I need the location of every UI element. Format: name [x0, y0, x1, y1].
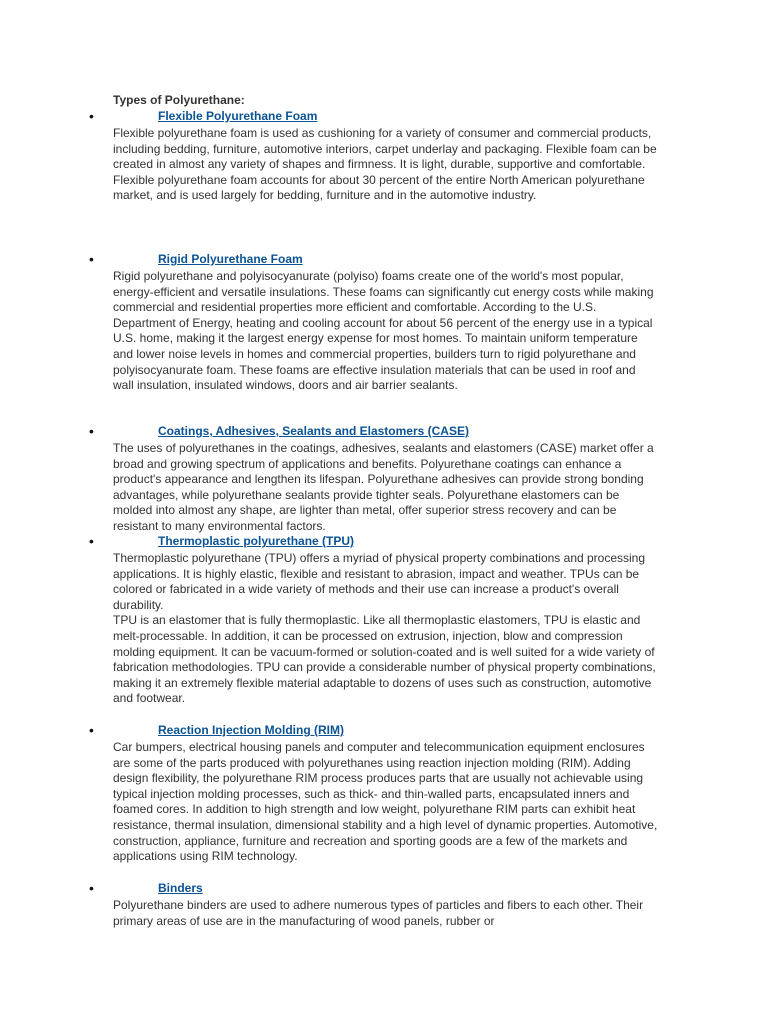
link-flexible-polyurethane-foam[interactable]: Flexible Polyurethane Foam — [158, 109, 318, 123]
bullet-icon: • — [89, 880, 94, 896]
page-heading: Types of Polyurethane: — [113, 93, 245, 107]
section-body — [113, 441, 658, 535]
link-binders[interactable]: Binders — [158, 881, 203, 895]
section-body — [113, 898, 658, 929]
bullet-icon: • — [89, 533, 94, 549]
link-reaction-injection-molding[interactable]: Reaction Injection Molding (RIM) — [158, 723, 344, 737]
paragraph: Thermoplastic polyurethane (TPU) offers a myriad of physical property combinations and processing applications. It is highly elastic, flexible and resistant to abrasion, impact and weather. TPUs can be colored or fabricated in a wide variety of methods and their use can increase a product's overall durability. — [113, 551, 646, 612]
paragraph: Flexible polyurethane foam accounts for about 30 percent of the entire North American polyurethane market, and is used largely for bedding, furniture and in the automotive industry. — [113, 172, 645, 203]
section-body — [113, 551, 658, 707]
bullet-icon: • — [89, 108, 94, 124]
paragraph: Rigid polyurethane and polyisocyanurate (polyiso) foams create one of the world's most popular, energy-efficient and versatile insulations. These foams can significantly cut energy costs while making commercial and residential properties more efficient and comfortable. According to the U.S. Department of Energy, heating and cooling account for about 56 percent of the energy use in a typical U.S. home, making it the largest energy expense for most homes. To maintain uniform temperature and lower noise levels in homes and commercial properties, builders turn to rigid polyurethane and polyisocyanurate foam. These foams are effective insulation materials that can be used in roof and wall insulation, insulated windows, doors and air barrier sealants. — [113, 269, 654, 393]
link-thermoplastic-polyurethane[interactable]: Thermoplastic polyurethane (TPU) — [158, 534, 355, 548]
bullet-icon: • — [89, 251, 94, 267]
bullet-icon: • — [89, 423, 94, 439]
link-coatings-adhesives-sealants-elastomers[interactable]: Coatings, Adhesives, Sealants and Elastomers (CASE) — [158, 424, 469, 438]
paragraph: TPU is an elastomer that is fully thermoplastic. Like all thermoplastic elastomers, TPU is elastic and melt-processable. In addition, it can be processed on extrusion, injection, blow and compression molding equipment. It can be vacuum-formed or solution-coated and is well suited for a wide variety of fabrication methodologies. TPU can provide a considerable number of physical property combinations, making it an extremely flexible material adaptable to dozens of uses such as construction, automotive and footwear. — [113, 613, 656, 706]
section-body — [113, 740, 658, 865]
paragraph: The uses of polyurethanes in the coatings, adhesives, sealants and elastomers (CASE) market offer a broad and growing spectrum of applications and benefits. Polyurethane coatings can enhance a product's appearance and lengthen its lifespan. Polyurethane adhesives can provide strong bonding advantages, while polyurethane sealants provide tighter seals. Polyurethane elastomers can be molded into almost any shape, are lighter than metal, offer superior stress recovery and can be resistant to many environmental factors. — [113, 441, 654, 533]
bullet-icon: • — [89, 722, 94, 738]
link-rigid-polyurethane-foam[interactable]: Rigid Polyurethane Foam — [158, 252, 303, 266]
paragraph: Flexible polyurethane foam is used as cushioning for a variety of consumer and commercial products, including bedding, furniture, automotive interiors, carpet underlay and packaging. Flexible foam can be created in almost any variety of shapes and firmness. It is light, durable, supportive and comfortable. — [113, 126, 657, 172]
section-body — [113, 126, 658, 204]
paragraph: Polyurethane binders are used to adhere numerous types of particles and fibers to each other. Their primary areas of use are in the manufacturing of wood panels, rubber or — [113, 898, 644, 928]
paragraph: Car bumpers, electrical housing panels and computer and telecommunication equipment enclosures are some of the parts produced with polyurethanes using reaction injection molding (RIM). Adding design flexibility, the polyurethane RIM process produces parts that are usually not achievable using typical injection molding processes, such as thick- and thin-walled parts, encapsulated inners and foamed cores. In addition to high strength and low weight, polyurethane RIM parts can exhibit heat resistance, thermal insulation, dimensional stability and a high level of dynamic properties. Automotive, construction, appliance, furniture and recreation and sporting goods are a few of the markets and applications using RIM technology. — [113, 740, 658, 864]
section-body — [113, 269, 658, 394]
